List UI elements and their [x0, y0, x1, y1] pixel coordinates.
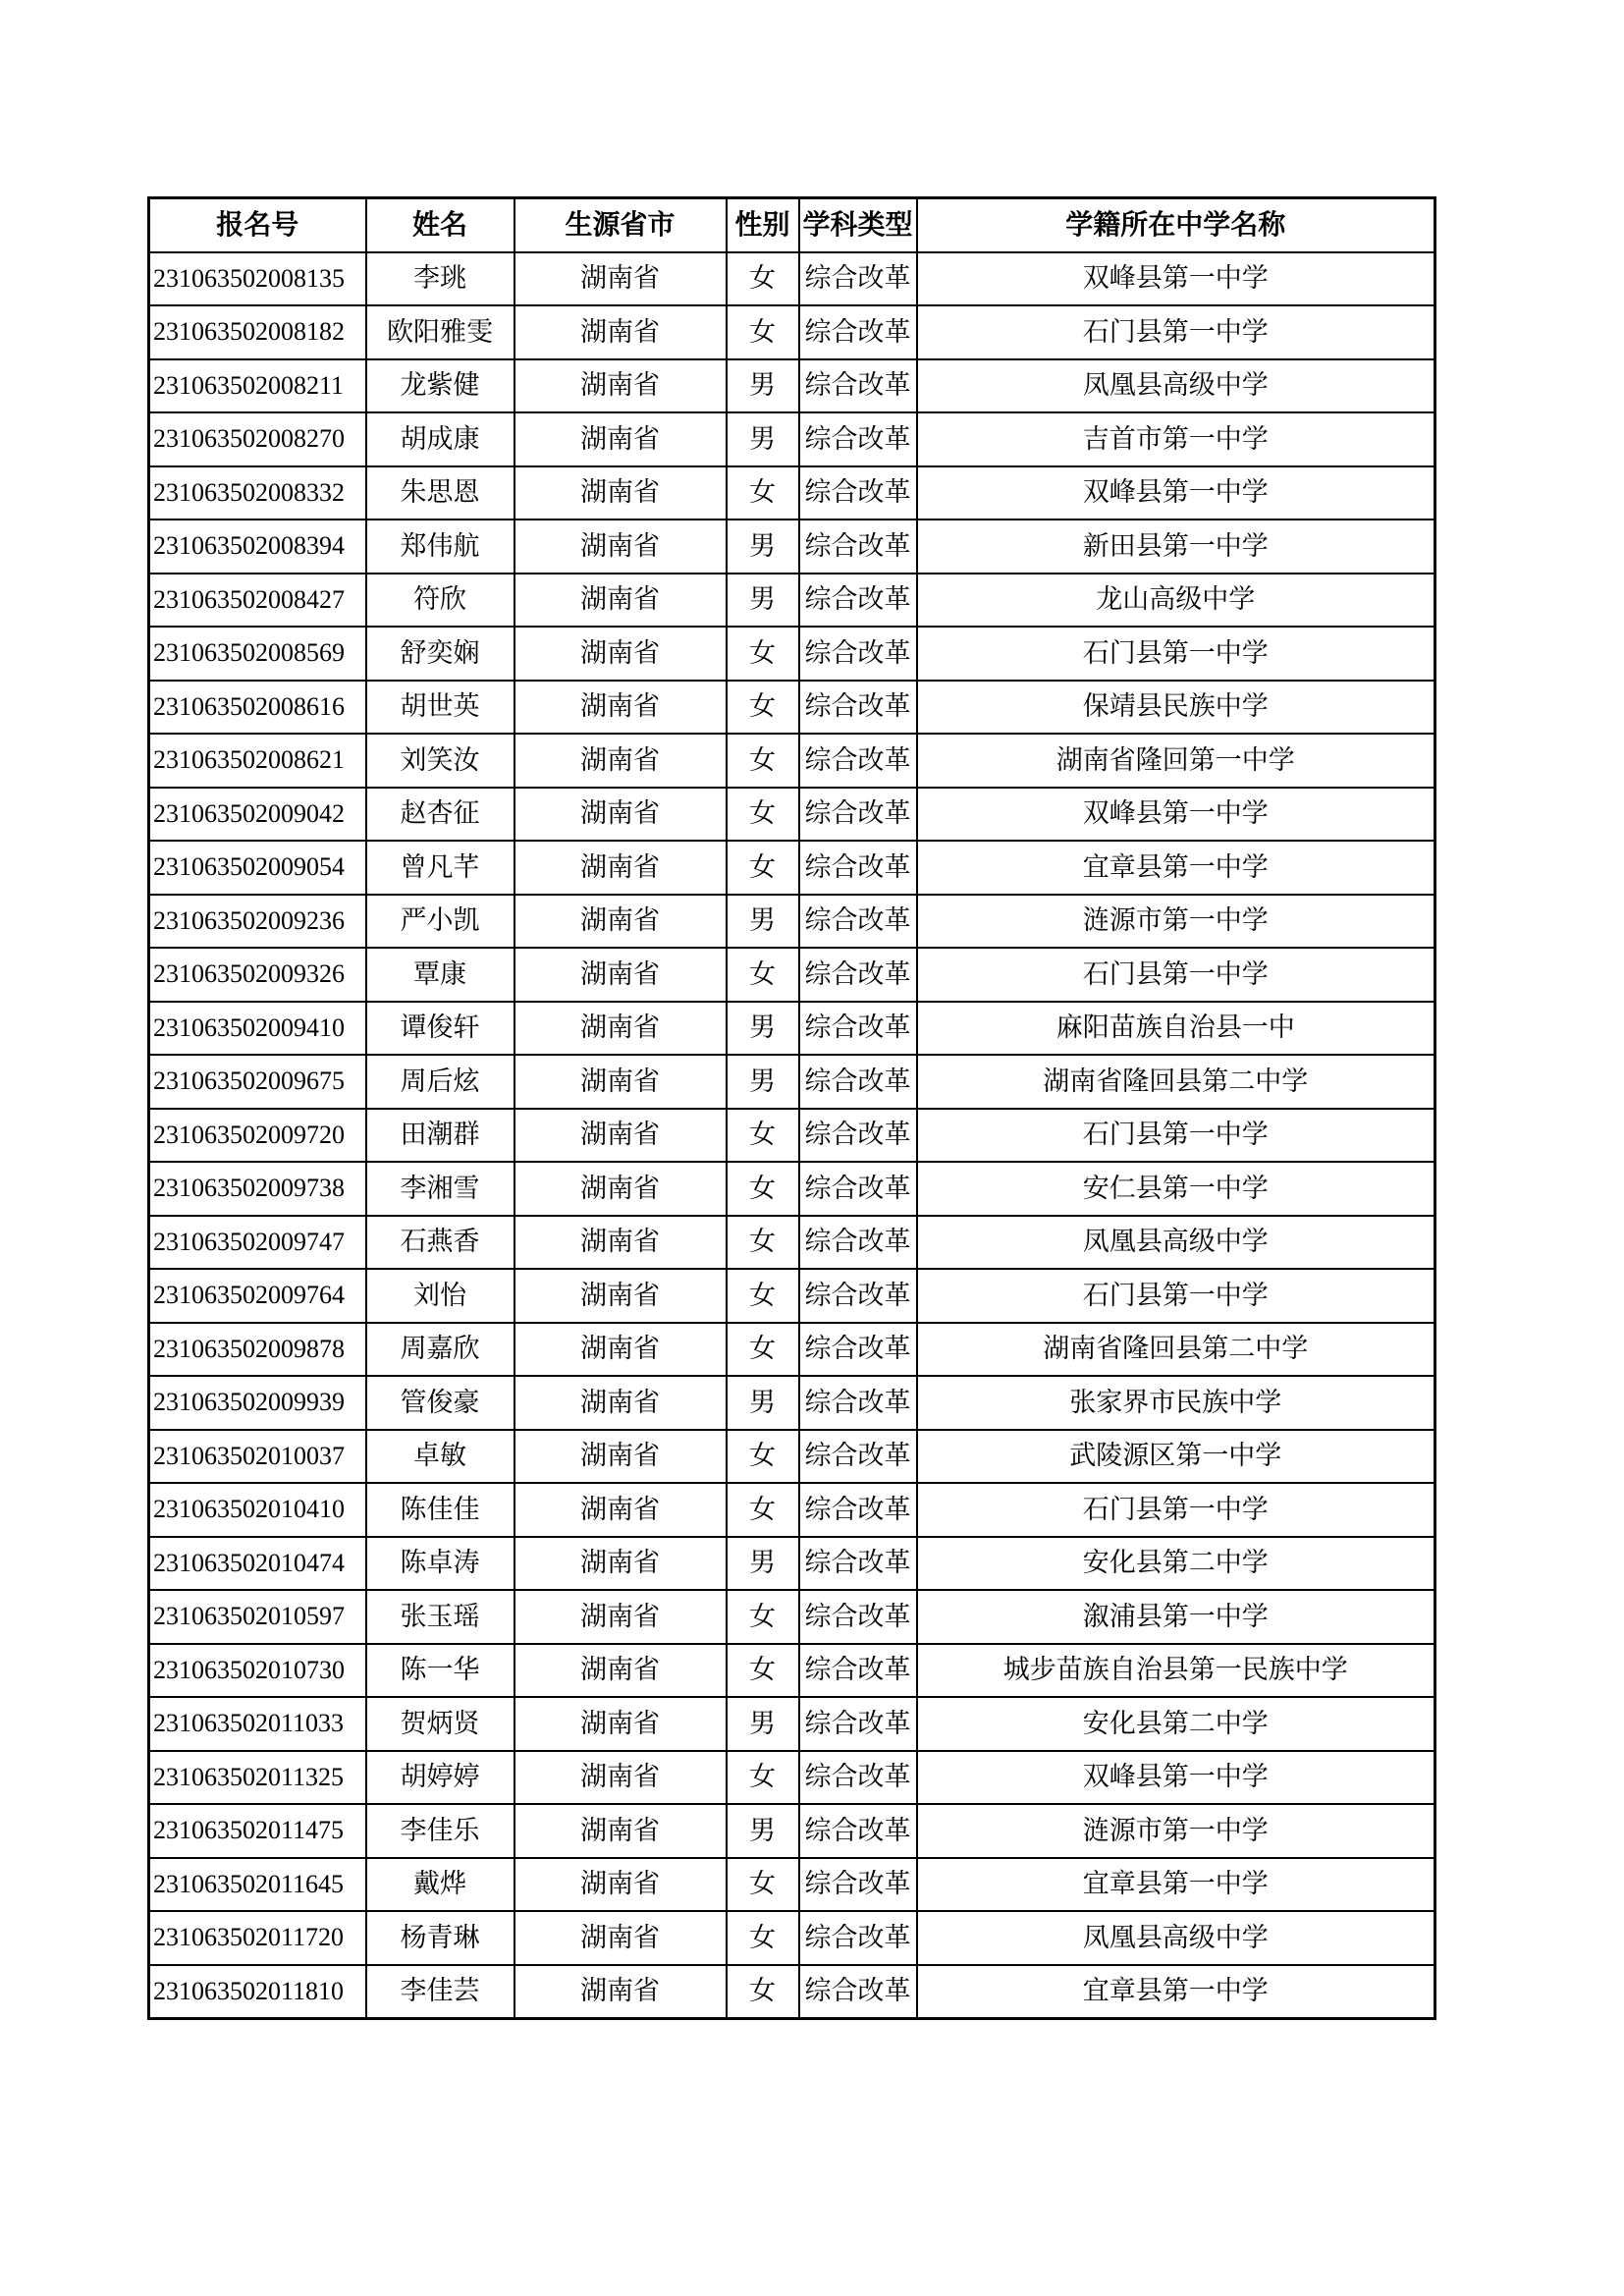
- cell-subject-type: 综合改革: [799, 1751, 917, 1805]
- cell-gender: 女: [727, 1109, 799, 1163]
- header-gender: 性别: [727, 198, 799, 252]
- cell-name: 石燕香: [366, 1216, 514, 1270]
- cell-name: 胡世英: [366, 681, 514, 735]
- table-row: [149, 1858, 1435, 1912]
- table-row: [149, 734, 1435, 788]
- cell-registration-number: 231063502008182: [149, 305, 366, 359]
- cell-subject-type: 综合改革: [799, 1216, 917, 1270]
- cell-province: 湖南省: [514, 1109, 727, 1163]
- table-row: [149, 895, 1435, 949]
- cell-gender: 男: [727, 574, 799, 628]
- cell-registration-number: 231063502008135: [149, 252, 366, 306]
- cell-province: 湖南省: [514, 1644, 727, 1698]
- cell-school: 双峰县第一中学: [917, 466, 1435, 520]
- cell-subject-type: 综合改革: [799, 1965, 917, 2019]
- cell-subject-type: 综合改革: [799, 788, 917, 842]
- cell-registration-number: 231063502009410: [149, 1002, 366, 1056]
- table-row: [149, 1216, 1435, 1270]
- cell-subject-type: 综合改革: [799, 574, 917, 628]
- table-row: [149, 1537, 1435, 1591]
- table-row: [149, 252, 1435, 306]
- cell-province: 湖南省: [514, 895, 727, 949]
- table-row: [149, 574, 1435, 628]
- cell-name: 管俊豪: [366, 1376, 514, 1430]
- cell-school: 涟源市第一中学: [917, 895, 1435, 949]
- cell-gender: 男: [727, 1376, 799, 1430]
- cell-school: 湖南省隆回县第二中学: [917, 1323, 1435, 1377]
- cell-province: 湖南省: [514, 948, 727, 1002]
- cell-gender: 男: [727, 895, 799, 949]
- cell-subject-type: 综合改革: [799, 1109, 917, 1163]
- cell-gender: 女: [727, 681, 799, 735]
- cell-name: 胡成康: [366, 412, 514, 466]
- cell-name: 贺炳贤: [366, 1697, 514, 1751]
- cell-gender: 男: [727, 519, 799, 574]
- table-row: [149, 359, 1435, 413]
- cell-subject-type: 综合改革: [799, 252, 917, 306]
- cell-name: 欧阳雅雯: [366, 305, 514, 359]
- table-row: [149, 681, 1435, 735]
- table-row: [149, 841, 1435, 895]
- cell-subject-type: 综合改革: [799, 1430, 917, 1484]
- cell-registration-number: 231063502011645: [149, 1858, 366, 1912]
- cell-school: 石门县第一中学: [917, 627, 1435, 681]
- cell-province: 湖南省: [514, 1751, 727, 1805]
- table-header: [149, 198, 1435, 252]
- table-row: [149, 1162, 1435, 1216]
- cell-province: 湖南省: [514, 1376, 727, 1430]
- cell-name: 舒奕娴: [366, 627, 514, 681]
- cell-registration-number: 231063502009326: [149, 948, 366, 1002]
- header-registration-number: 报名号: [149, 198, 366, 252]
- admission-roster-table: [147, 196, 1436, 2020]
- cell-gender: 男: [727, 1002, 799, 1056]
- cell-name: 周嘉欣: [366, 1323, 514, 1377]
- cell-gender: 女: [727, 1430, 799, 1484]
- cell-gender: 女: [727, 1858, 799, 1912]
- cell-province: 湖南省: [514, 681, 727, 735]
- cell-subject-type: 综合改革: [799, 1162, 917, 1216]
- cell-province: 湖南省: [514, 305, 727, 359]
- cell-registration-number: 231063502008211: [149, 359, 366, 413]
- cell-school: 城步苗族自治县第一民族中学: [917, 1644, 1435, 1698]
- cell-province: 湖南省: [514, 252, 727, 306]
- cell-name: 陈卓涛: [366, 1537, 514, 1591]
- cell-name: 李佳乐: [366, 1804, 514, 1858]
- cell-subject-type: 综合改革: [799, 1483, 917, 1537]
- cell-registration-number: 231063502011325: [149, 1751, 366, 1805]
- cell-school: 凤凰县高级中学: [917, 1216, 1435, 1270]
- cell-subject-type: 综合改革: [799, 1055, 917, 1109]
- cell-gender: 女: [727, 1644, 799, 1698]
- cell-registration-number: 231063502011475: [149, 1804, 366, 1858]
- cell-school: 张家界市民族中学: [917, 1376, 1435, 1430]
- cell-registration-number: 231063502009236: [149, 895, 366, 949]
- table-row: [149, 1911, 1435, 1965]
- cell-name: 符欣: [366, 574, 514, 628]
- table-row: [149, 1002, 1435, 1056]
- cell-province: 湖南省: [514, 1590, 727, 1644]
- cell-subject-type: 综合改革: [799, 1269, 917, 1323]
- cell-province: 湖南省: [514, 574, 727, 628]
- cell-registration-number: 231063502009747: [149, 1216, 366, 1270]
- cell-school: 溆浦县第一中学: [917, 1590, 1435, 1644]
- cell-subject-type: 综合改革: [799, 519, 917, 574]
- table-row: [149, 1697, 1435, 1751]
- cell-school: 安化县第二中学: [917, 1537, 1435, 1591]
- cell-registration-number: 231063502009675: [149, 1055, 366, 1109]
- cell-registration-number: 231063502008270: [149, 412, 366, 466]
- cell-province: 湖南省: [514, 1323, 727, 1377]
- cell-registration-number: 231063502010597: [149, 1590, 366, 1644]
- cell-registration-number: 231063502011720: [149, 1911, 366, 1965]
- cell-province: 湖南省: [514, 1216, 727, 1270]
- cell-subject-type: 综合改革: [799, 1376, 917, 1430]
- cell-province: 湖南省: [514, 788, 727, 842]
- cell-subject-type: 综合改革: [799, 1804, 917, 1858]
- cell-gender: 女: [727, 1911, 799, 1965]
- cell-school: 宜章县第一中学: [917, 1965, 1435, 2019]
- cell-registration-number: 231063502010730: [149, 1644, 366, 1698]
- cell-province: 湖南省: [514, 519, 727, 574]
- cell-province: 湖南省: [514, 1965, 727, 2019]
- cell-gender: 女: [727, 948, 799, 1002]
- cell-gender: 女: [727, 627, 799, 681]
- cell-school: 石门县第一中学: [917, 305, 1435, 359]
- cell-province: 湖南省: [514, 1911, 727, 1965]
- header-name: 姓名: [366, 198, 514, 252]
- table-row: [149, 1376, 1435, 1430]
- cell-province: 湖南省: [514, 1858, 727, 1912]
- cell-subject-type: 综合改革: [799, 359, 917, 413]
- cell-subject-type: 综合改革: [799, 627, 917, 681]
- cell-subject-type: 综合改革: [799, 734, 917, 788]
- table-row: [149, 1751, 1435, 1805]
- cell-registration-number: 231063502008616: [149, 681, 366, 735]
- table-row: [149, 412, 1435, 466]
- cell-school: 龙山高级中学: [917, 574, 1435, 628]
- cell-name: 刘笑汝: [366, 734, 514, 788]
- cell-name: 龙紫健: [366, 359, 514, 413]
- table-body: [149, 252, 1435, 2019]
- cell-province: 湖南省: [514, 841, 727, 895]
- cell-school: 涟源市第一中学: [917, 1804, 1435, 1858]
- cell-gender: 女: [727, 1162, 799, 1216]
- cell-gender: 女: [727, 734, 799, 788]
- cell-subject-type: 综合改革: [799, 841, 917, 895]
- cell-name: 周后炫: [366, 1055, 514, 1109]
- cell-school: 双峰县第一中学: [917, 252, 1435, 306]
- cell-school: 凤凰县高级中学: [917, 359, 1435, 413]
- cell-gender: 女: [727, 841, 799, 895]
- cell-name: 刘怡: [366, 1269, 514, 1323]
- cell-school: 武陵源区第一中学: [917, 1430, 1435, 1484]
- cell-school: 湖南省隆回第一中学: [917, 734, 1435, 788]
- cell-registration-number: 231063502009720: [149, 1109, 366, 1163]
- cell-province: 湖南省: [514, 1269, 727, 1323]
- cell-name: 李珧: [366, 252, 514, 306]
- cell-school: 宜章县第一中学: [917, 1858, 1435, 1912]
- cell-school: 麻阳苗族自治县一中: [917, 1002, 1435, 1056]
- cell-registration-number: 231063502008394: [149, 519, 366, 574]
- cell-gender: 女: [727, 1216, 799, 1270]
- header-row: [149, 198, 1435, 252]
- table-row: [149, 1965, 1435, 2019]
- cell-name: 陈一华: [366, 1644, 514, 1698]
- cell-registration-number: 231063502009054: [149, 841, 366, 895]
- cell-name: 胡婷婷: [366, 1751, 514, 1805]
- cell-gender: 女: [727, 1323, 799, 1377]
- cell-gender: 男: [727, 412, 799, 466]
- roster-sheet: [147, 196, 1436, 2020]
- table-row: [149, 1804, 1435, 1858]
- cell-school: 湖南省隆回县第二中学: [917, 1055, 1435, 1109]
- cell-gender: 女: [727, 1965, 799, 2019]
- table-row: [149, 1590, 1435, 1644]
- cell-registration-number: 231063502011033: [149, 1697, 366, 1751]
- cell-name: 田潮群: [366, 1109, 514, 1163]
- cell-subject-type: 综合改革: [799, 1537, 917, 1591]
- cell-province: 湖南省: [514, 1162, 727, 1216]
- cell-province: 湖南省: [514, 627, 727, 681]
- cell-name: 郑伟航: [366, 519, 514, 574]
- cell-school: 石门县第一中学: [917, 1483, 1435, 1537]
- cell-registration-number: 231063502010037: [149, 1430, 366, 1484]
- table-row: [149, 1109, 1435, 1163]
- cell-name: 谭俊轩: [366, 1002, 514, 1056]
- cell-subject-type: 综合改革: [799, 1002, 917, 1056]
- cell-school: 石门县第一中学: [917, 1109, 1435, 1163]
- table-row: [149, 1483, 1435, 1537]
- table-row: [149, 948, 1435, 1002]
- cell-name: 卓敏: [366, 1430, 514, 1484]
- cell-registration-number: 231063502008569: [149, 627, 366, 681]
- cell-gender: 男: [727, 1697, 799, 1751]
- cell-school: 安化县第二中学: [917, 1697, 1435, 1751]
- cell-name: 陈佳佳: [366, 1483, 514, 1537]
- cell-registration-number: 231063502008332: [149, 466, 366, 520]
- cell-registration-number: 231063502009939: [149, 1376, 366, 1430]
- cell-school: 石门县第一中学: [917, 1269, 1435, 1323]
- cell-gender: 女: [727, 252, 799, 306]
- cell-name: 李湘雪: [366, 1162, 514, 1216]
- table-row: [149, 466, 1435, 520]
- cell-province: 湖南省: [514, 1430, 727, 1484]
- cell-registration-number: 231063502010410: [149, 1483, 366, 1537]
- cell-subject-type: 综合改革: [799, 1911, 917, 1965]
- cell-name: 覃康: [366, 948, 514, 1002]
- cell-registration-number: 231063502008427: [149, 574, 366, 628]
- cell-name: 戴烨: [366, 1858, 514, 1912]
- cell-province: 湖南省: [514, 466, 727, 520]
- cell-province: 湖南省: [514, 1002, 727, 1056]
- cell-registration-number: 231063502009764: [149, 1269, 366, 1323]
- cell-gender: 男: [727, 1804, 799, 1858]
- cell-gender: 女: [727, 1590, 799, 1644]
- cell-gender: 男: [727, 359, 799, 413]
- cell-province: 湖南省: [514, 734, 727, 788]
- cell-gender: 女: [727, 305, 799, 359]
- cell-subject-type: 综合改革: [799, 1590, 917, 1644]
- table-row: [149, 1269, 1435, 1323]
- cell-province: 湖南省: [514, 1697, 727, 1751]
- cell-gender: 女: [727, 1269, 799, 1323]
- header-subject-type: 学科类型: [799, 198, 917, 252]
- cell-school: 宜章县第一中学: [917, 841, 1435, 895]
- cell-name: 曾凡芊: [366, 841, 514, 895]
- cell-subject-type: 综合改革: [799, 305, 917, 359]
- cell-name: 张玉瑶: [366, 1590, 514, 1644]
- table-row: [149, 788, 1435, 842]
- cell-registration-number: 231063502008621: [149, 734, 366, 788]
- table-row: [149, 1644, 1435, 1698]
- cell-name: 严小凯: [366, 895, 514, 949]
- cell-gender: 女: [727, 788, 799, 842]
- cell-school: 双峰县第一中学: [917, 1751, 1435, 1805]
- cell-province: 湖南省: [514, 1055, 727, 1109]
- cell-subject-type: 综合改革: [799, 948, 917, 1002]
- table-row: [149, 627, 1435, 681]
- cell-gender: 女: [727, 1483, 799, 1537]
- cell-gender: 女: [727, 1751, 799, 1805]
- cell-province: 湖南省: [514, 1537, 727, 1591]
- cell-name: 赵杏征: [366, 788, 514, 842]
- cell-school: 安仁县第一中学: [917, 1162, 1435, 1216]
- cell-registration-number: 231063502009738: [149, 1162, 366, 1216]
- cell-subject-type: 综合改革: [799, 1323, 917, 1377]
- header-province: 生源省市: [514, 198, 727, 252]
- cell-school: 吉首市第一中学: [917, 412, 1435, 466]
- cell-subject-type: 综合改革: [799, 681, 917, 735]
- cell-gender: 男: [727, 1055, 799, 1109]
- cell-school: 保靖县民族中学: [917, 681, 1435, 735]
- cell-province: 湖南省: [514, 1804, 727, 1858]
- cell-school: 双峰县第一中学: [917, 788, 1435, 842]
- cell-subject-type: 综合改革: [799, 895, 917, 949]
- cell-subject-type: 综合改革: [799, 1697, 917, 1751]
- cell-gender: 男: [727, 1537, 799, 1591]
- cell-subject-type: 综合改革: [799, 466, 917, 520]
- cell-school: 凤凰县高级中学: [917, 1911, 1435, 1965]
- table-row: [149, 1055, 1435, 1109]
- cell-registration-number: 231063502009042: [149, 788, 366, 842]
- cell-school: 新田县第一中学: [917, 519, 1435, 574]
- table-row: [149, 519, 1435, 574]
- table-row: [149, 305, 1435, 359]
- cell-province: 湖南省: [514, 359, 727, 413]
- cell-registration-number: 231063502011810: [149, 1965, 366, 2019]
- cell-subject-type: 综合改革: [799, 1858, 917, 1912]
- cell-province: 湖南省: [514, 412, 727, 466]
- cell-subject-type: 综合改革: [799, 412, 917, 466]
- cell-subject-type: 综合改革: [799, 1644, 917, 1698]
- cell-school: 石门县第一中学: [917, 948, 1435, 1002]
- table-row: [149, 1430, 1435, 1484]
- cell-gender: 女: [727, 466, 799, 520]
- table-row: [149, 1323, 1435, 1377]
- header-school: 学籍所在中学名称: [917, 198, 1435, 252]
- cell-name: 杨青琳: [366, 1911, 514, 1965]
- cell-name: 朱思恩: [366, 466, 514, 520]
- cell-province: 湖南省: [514, 1483, 727, 1537]
- cell-registration-number: 231063502010474: [149, 1537, 366, 1591]
- cell-name: 李佳芸: [366, 1965, 514, 2019]
- cell-registration-number: 231063502009878: [149, 1323, 366, 1377]
